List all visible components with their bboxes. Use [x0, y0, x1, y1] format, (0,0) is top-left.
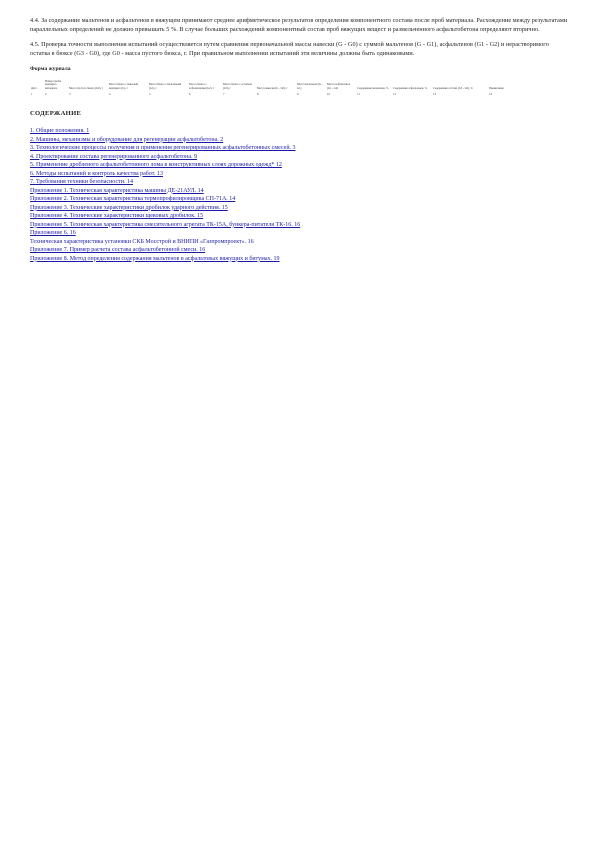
journal-header-cell: Масса бюкса с остатком (G3), г — [223, 83, 252, 90]
journal-number-cell: 4 — [109, 91, 111, 96]
toc-item — [30, 127, 570, 136]
journal-number-row — [30, 90, 530, 96]
toc-link[interactable]: 7. Требования техники безопасности. 14 — [30, 179, 133, 186]
toc-item — [30, 238, 570, 247]
journal-header-cell: Масса пустого бюкса (G0), г — [69, 86, 103, 90]
toc-item — [30, 221, 570, 230]
journal-header-cell: Масса навески (G - G0), г — [257, 86, 288, 90]
journal-number-cell: 11 — [357, 91, 360, 96]
toc-text: Техническая характеристика установки СКБ Мосстрой и ВНИПИ «Газпромпроект». 16 — [30, 238, 254, 245]
paragraph-4-4: 4.4. За содержание мальтенов и асфальтенов в вяжущем принимают среднее арифметическое результатов определения компонентного состава после проб материала. Расхождение между результатами параллельных определений не должно превышать 5 %. В случае больших расхождений компонентный состав проб вяжущих вещест и размельченного асфальтобетона определяют вторично. — [30, 17, 568, 33]
journal-header-cell: Масса бюкса с асфальтенами (G2), г — [189, 83, 215, 90]
toc-link[interactable]: 2. Машины, механизмы и оборудование для регенерации асфальтобетона. 2 — [30, 136, 224, 143]
journal-number-cell: 14 — [489, 91, 492, 96]
toc-link[interactable]: 3. Технологические процессы получения и применения регенерированных асфальтобетонных смесей. 3 — [30, 145, 296, 152]
journal-header-cell: Содержание остатка (G3 - G0), % — [433, 86, 473, 90]
toc-link[interactable]: Приложение 6. 16 — [30, 230, 76, 237]
toc-item — [30, 161, 570, 170]
journal-header-cell: Дата — [31, 86, 37, 90]
toc-link[interactable]: 6. Методы испытаний и контроль качества работ. 13 — [30, 170, 163, 177]
toc-link[interactable]: 4. Проектирование состава регенерированного асфальтобетона. 9 — [30, 153, 198, 160]
table-of-contents — [30, 127, 570, 263]
toc-link[interactable]: Приложение 5. Техническая характеристика смесительного агрегата ТК-15А, бункера-питателя ТК-16. 16 — [30, 221, 301, 228]
journal-header-row — [30, 80, 530, 90]
toc-item — [30, 170, 570, 179]
journal-number-cell: 6 — [189, 91, 191, 96]
toc-item — [30, 153, 570, 162]
toc-item — [30, 212, 570, 221]
toc-item — [30, 246, 570, 255]
toc-link[interactable]: 5. Применение дробленого асфальтобетонного лома в конструктивных слоях дорожных одежд* 12 — [30, 162, 282, 169]
toc-link[interactable]: 1. Общие положения. 1 — [30, 128, 90, 135]
toc-item — [30, 144, 570, 153]
journal-number-cell: 3 — [69, 91, 71, 96]
toc-title: СОДЕРЖАНИЕ — [30, 110, 82, 118]
journal-header-cell: Масса бюкса с навеской вяжущего (G), г — [109, 83, 138, 90]
paragraph-4-5: 4.5. Проверка точности выполнения испытаний осуществляется путем сравнения первоначальной массы навески (G - G0) с суммой мальтенов (G - G1), асфальтенов (G1 - G2) и нерастворимого остатка в бюксе (G3 - G0), где G0 - масса пустого бюкса, г. При правильном выполнении испытаний эти величины должны быть одинаковыми. — [30, 41, 549, 57]
toc-link[interactable]: Приложение 4. Технические характеристики щековых дробилок. 15 — [30, 213, 204, 220]
journal-number-cell: 5 — [149, 91, 151, 96]
journal-header-cell: Масса бюкса с мальтенами (G1), г — [149, 83, 182, 90]
toc-item — [30, 195, 570, 204]
toc-link[interactable]: Приложение 1. Техническая характеристика машины ДЕ-21АУЛ. 14 — [30, 187, 204, 194]
journal-number-cell: 9 — [297, 91, 299, 96]
journal-header-cell: Содержание мальтенов, % — [357, 86, 389, 90]
journal-header-cell: Содержание асфальтенов, % — [393, 86, 427, 90]
journal-number-cell: 10 — [327, 91, 330, 96]
toc-item — [30, 187, 570, 196]
journal-number-cell: 7 — [223, 91, 225, 96]
toc-item — [30, 255, 570, 264]
toc-item — [30, 204, 570, 213]
journal-number-cell: 12 — [393, 91, 396, 96]
journal-header-cell: Масса асфальтенов (G1 - G2) — [327, 83, 351, 90]
toc-item — [30, 178, 570, 187]
toc-link[interactable]: Приложение 7. Пример расчета состава асфальтобетонной смеси. 16 — [30, 247, 206, 254]
journal-header-cell: Масса мальтенов (G - G1) — [297, 83, 323, 90]
journal-form-table — [30, 80, 530, 96]
document-page — [30, 16, 570, 263]
journal-header-cell: Примечание — [489, 86, 504, 90]
journal-number-cell: 13 — [433, 91, 436, 96]
toc-link[interactable]: Приложение 8. Метод определения содержания мальтенов в асфальтовых вяжущих и битумах. 19 — [30, 255, 280, 262]
toc-item — [30, 136, 570, 145]
form-title: Форма журнала — [30, 66, 71, 72]
journal-number-cell: 1 — [31, 91, 33, 96]
toc-item — [30, 229, 570, 238]
toc-link[interactable]: Приложение 3. Технические характеристики дробилок ударного действия. 15 — [30, 204, 228, 211]
journal-number-cell: 2 — [45, 91, 47, 96]
journal-number-cell: 8 — [257, 91, 259, 96]
toc-link[interactable]: Приложение 2. Техническая характеристика термопрофилировщика СП-71А. 14 — [30, 196, 236, 203]
journal-header-cell: Номер пробы вяжущего материала — [45, 80, 62, 90]
